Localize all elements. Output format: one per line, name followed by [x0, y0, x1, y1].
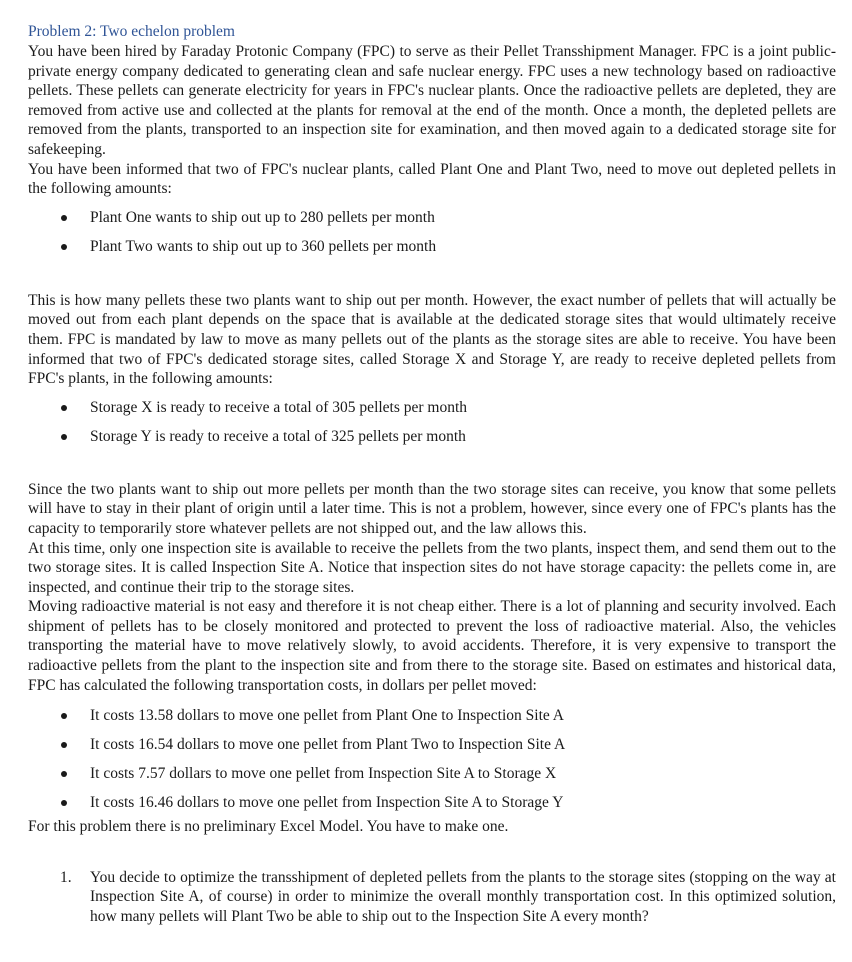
question-item: [28, 868, 836, 927]
note-paragraph: For this problem there is no preliminary Excel Model. You have to make one.: [28, 818, 509, 836]
questions-list: [28, 868, 836, 927]
list-item: It costs 16.54 dollars to move one pellet from Plant Two to Inspection Site A: [28, 730, 836, 759]
list-item: It costs 16.46 dollars to move one pellet from Inspection Site A to Storage Y: [28, 788, 836, 817]
plants-intro-paragraph: You have been informed that two of FPC's nuclear plants, called Plant One and Plant Two, need to move out depleted pellets in the following amounts:: [28, 160, 836, 198]
storage-intro-paragraph: This is how many pellets these two plants want to ship out per month. However, the exact number of pellets that will actually be moved out from each plant depends on the space that is available at the dedicated storage sites that would ultimately receive them. FPC is mandated by law to move as many pellets out of the plants as the storage sites are able to receive. You have been informed that two of FPC's dedicated storage sites, called Storage X and Storage Y, are ready to receive depleted pellets from FPC's plants, in the following amounts:: [28, 291, 836, 388]
list-item: Storage X is ready to receive a total of 305 pellets per month: [28, 394, 836, 423]
storage-list: [28, 394, 836, 452]
list-item: Plant One wants to ship out up to 280 pellets per month: [28, 204, 836, 233]
costs-intro-paragraph: Moving radioactive material is not easy and therefore it is not cheap either. There is a lot of planning and security involved. Each shipment of pellets has to be closely monitored and protected to prevent the loss of radioactive material. Also, the vehicles transporting the material have to move relatively slowly, to avoid accidents. Therefore, it is very expensive to transport the radioactive pellets from the plant to the inspection site and from there to the storage site. Based on estimates and historical data, FPC has calculated the following transportation costs, in dollars per pellet moved:: [28, 598, 836, 694]
costs-list: [28, 701, 836, 817]
bullet-icon: [61, 405, 67, 411]
list-item: It costs 13.58 dollars to move one pellet from Plant One to Inspection Site A: [28, 701, 836, 730]
list-item: Storage Y is ready to receive a total of 325 pellets per month: [28, 423, 836, 452]
bullet-icon: [61, 434, 67, 440]
question-number: 1.: [60, 868, 72, 886]
inspection-paragraph: At this time, only one inspection site is available to receive the pellets from the two plants, inspect them, and send them out to the two storage sites. It is called Inspection Site A. Notice that inspection sites do not have storage capacity: the pellets come in, are inspected, and continue their trip to the storage sites.: [28, 539, 836, 596]
bullet-icon: [61, 771, 67, 777]
question-text: You decide to optimize the transshipment of depleted pellets from the plants to the storage sites (stopping on the way at Inspection Site A, of course) in order to minimize the overall monthly transportation cost. In this optimized solution, how many pellets will Plant Two be able to ship out to the Inspection Site A every month?: [90, 868, 836, 926]
document-page: [28, 22, 836, 927]
plants-list: [28, 204, 836, 262]
bullet-icon: [61, 215, 67, 221]
list-item: Plant Two wants to ship out up to 360 pellets per month: [28, 233, 836, 262]
problem-title: Problem 2: Two echelon problem: [28, 23, 235, 40]
list-item: It costs 7.57 dollars to move one pellet from Inspection Site A to Storage X: [28, 759, 836, 788]
bullet-icon: [61, 244, 67, 250]
intro-paragraph: You have been hired by Faraday Protonic Company (FPC) to serve as their Pellet Transshipment Manager. FPC is a joint public-private energy company dedicated to generating clean and safe nuclear energy. FPC uses a new technology based on radioactive pellets. These pellets can generate electricity for years in FPC's nuclear plants. Once the radioactive pellets are depleted, they are removed from active use and collected at the plants for removal at the end of the month. Once a month, the depleted pellets are removed from the plants, transported to an inspection site for examination, and then moved again to a dedicated storage site for safekeeping.: [28, 43, 836, 158]
excess-paragraph: Since the two plants want to ship out more pellets per month than the two storage sites can receive, you know that some pellets will have to stay in their plant of origin until a later time. This is not a problem, however, since every one of FPC's plants has the capacity to temporarily store whatever pellets are not shipped out, and the law allows this.: [28, 480, 836, 537]
bullet-icon: [61, 742, 67, 748]
bullet-icon: [61, 713, 67, 719]
bullet-icon: [61, 800, 67, 806]
